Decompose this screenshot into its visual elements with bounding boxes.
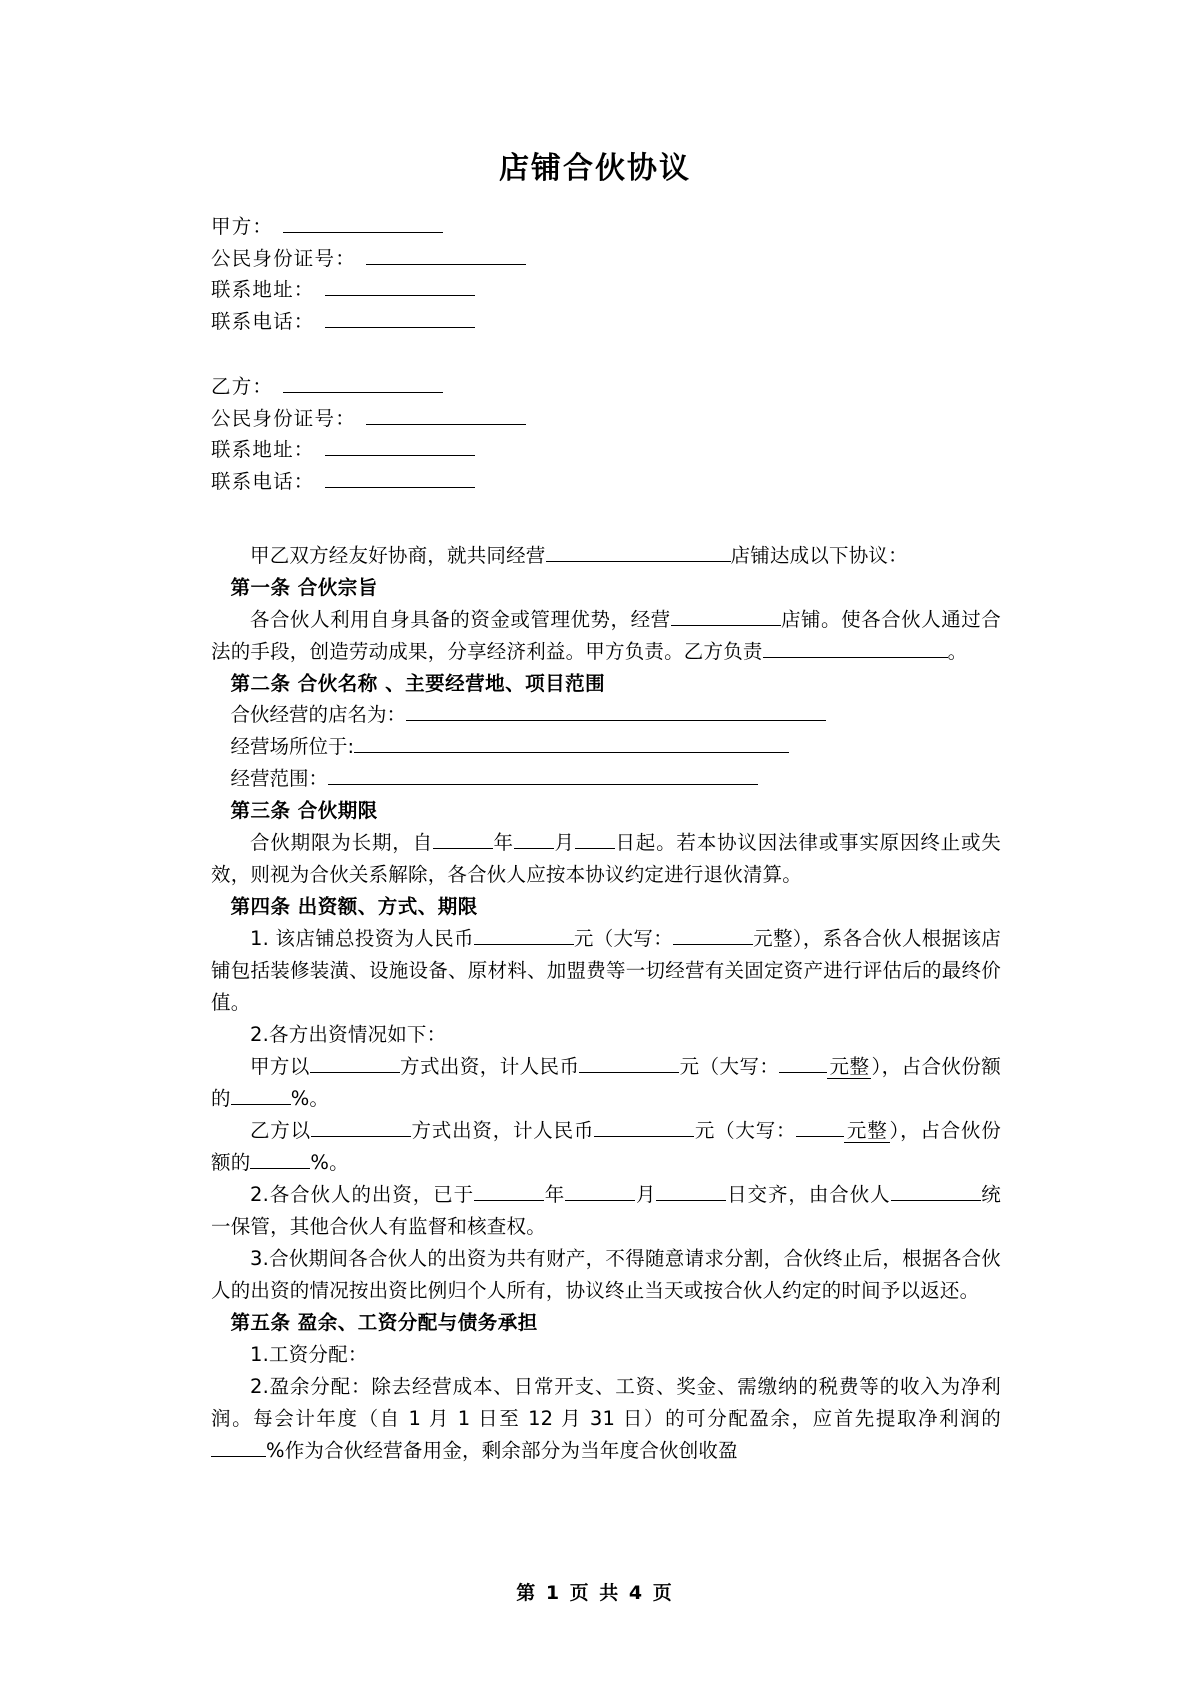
party-b-contrib-method-field[interactable]	[311, 1117, 411, 1138]
article-4-item-1-text-1: 该店铺总投资为人民币	[275, 927, 474, 951]
party-a-name-row	[211, 211, 1001, 243]
article-4-item-2b-text-5: 统一保管，其他合伙人有监督和核查权。	[211, 1183, 1001, 1238]
page-footer: 第 1 页 共 4 页	[516, 1582, 674, 1604]
party-b-contrib-text-5: ），占合伙份额的	[211, 1119, 1001, 1175]
party-b-share-percent-field[interactable]	[250, 1149, 310, 1170]
article-1-text-1: 各合伙人利用自身具备的资金或管理优势，经营	[250, 607, 671, 631]
party-a-id-field[interactable]	[366, 243, 526, 264]
party-a-share-percent-field[interactable]	[231, 1085, 291, 1106]
party-b-id-row	[211, 403, 1001, 435]
party-b-name-label: 乙方：	[211, 375, 274, 399]
article-3-body	[211, 827, 1001, 891]
article-2-heading: 第二条 合伙名称 、主要经营地、项目范围	[230, 671, 606, 695]
party-a-phone-label: 联系电话：	[211, 309, 315, 333]
article-5-heading: 第五条 盈余、工资分配与债务承担	[230, 1310, 538, 1334]
party-a-contrib-amount-field[interactable]	[579, 1053, 679, 1074]
party-a-contrib-text-6: %。	[290, 1087, 330, 1111]
article-4-item-2b-text-3: 月	[635, 1183, 657, 1206]
party-b-block	[211, 371, 1001, 497]
article-2-scope-row	[211, 763, 1001, 795]
article-4-item-2b-text-1: 各合伙人的出资，已于	[269, 1183, 475, 1206]
article-3-month-field[interactable]	[514, 829, 554, 850]
article-5-item-2-text-2: %作为合伙经营备用金，剩余部分为当年度合伙创收盈	[266, 1438, 738, 1462]
party-a-contrib-text-2: 方式出资，计人民币	[399, 1055, 580, 1079]
party-b-name-row	[211, 371, 1001, 403]
party-b-name-field[interactable]	[283, 372, 443, 393]
party-a-id-label: 公民身份证号：	[211, 246, 356, 270]
article-4-party-b-contribution	[211, 1115, 1001, 1179]
article-2-location-row	[211, 731, 1001, 763]
party-b-contrib-text-2: 方式出资，计人民币	[410, 1119, 595, 1143]
article-5-item-2-text-1: 盈余分配：除去经营成本、日常开支、工资、奖金、需缴纳的税费等的收入为净利润。每会计年度（自 1 月 1 日至 12 月 31 日）的可分配盈余，应首先提取净利润的	[211, 1374, 1001, 1430]
article-3-heading: 第三条 合伙期限	[230, 799, 378, 823]
party-a-contrib-text-1: 甲方以	[250, 1055, 310, 1079]
article-2-location-field[interactable]	[354, 732, 789, 753]
contrib-paid-year-field[interactable]	[474, 1181, 544, 1202]
article-5-item-1	[211, 1339, 1001, 1371]
article-4-item-2b-text-2: 年	[544, 1183, 566, 1206]
article-3-day-field[interactable]	[575, 829, 615, 850]
party-a-id-row	[211, 243, 1001, 275]
article-4-item-2b-num: 2.	[250, 1183, 270, 1206]
article-3-text-2: 日起。若本协议因法律或事实原因终止或失效，则视为合伙关系解除，各合伙人应按本协议约定进行退伙清算。	[211, 831, 1001, 887]
party-a-name-field[interactable]	[283, 212, 443, 233]
article-5-item-1-text: 工资分配：	[269, 1342, 368, 1366]
party-b-address-field[interactable]	[325, 435, 475, 456]
article-4-item-1	[211, 923, 1001, 1019]
article-2-location-label: 经营场所位于:	[230, 735, 355, 759]
article-4-item-2-num: 2.	[250, 1023, 270, 1047]
intro-text-2: 店铺达成以下协议：	[730, 543, 908, 567]
article-4-total-amount-field[interactable]	[474, 925, 574, 946]
article-2-scope-field[interactable]	[328, 764, 758, 785]
party-a-phone-field[interactable]	[325, 306, 475, 327]
contrib-paid-day-field[interactable]	[656, 1181, 726, 1202]
article-4-item-2b-text-4: 日交齐，由合伙人	[726, 1183, 891, 1206]
party-b-address-row	[211, 434, 1001, 466]
article-4-item-1-text-3: 元整），系各合伙人根据该店铺包括装修装潢、设施设备、原材料、加盟费等一切经营有关固定资产进行评估后的最终价值。	[211, 927, 1001, 1015]
article-4-total-amount-words-field[interactable]	[673, 925, 753, 946]
article-1-body	[211, 604, 1001, 668]
article-2-scope-label: 经营范围：	[230, 767, 329, 791]
article-1-heading: 第一条 合伙宗旨	[230, 575, 378, 599]
party-b-id-field[interactable]	[366, 403, 526, 424]
article-4-item-1-num: 1.	[250, 927, 270, 951]
party-a-contrib-text-5: ），占合伙份额的	[211, 1055, 1001, 1111]
article-5-item-2	[211, 1371, 1001, 1467]
party-b-contrib-amount-field[interactable]	[594, 1117, 694, 1138]
article-4-heading: 第四条 出资额、方式、期限	[230, 895, 478, 919]
party-b-contrib-text-3: 元（大写：	[694, 1119, 797, 1143]
article-4-item-1-text-2: 元（大写：	[573, 927, 674, 951]
party-b-id-label: 公民身份证号：	[211, 406, 356, 430]
party-a-contrib-words-unit: 元整	[829, 1055, 870, 1079]
article-4-item-2	[211, 1019, 1001, 1051]
article-2-shop-name-field[interactable]	[406, 700, 826, 721]
article-1-text-4: 。	[947, 639, 968, 663]
article-4-item-2b	[211, 1179, 1001, 1243]
article-5-item-1-num: 1.	[250, 1342, 270, 1366]
document-body	[189, 211, 1001, 1467]
article-4-party-a-contribution	[211, 1051, 1001, 1115]
article-2-shop-name-row	[211, 699, 1001, 731]
party-a-address-label: 联系地址：	[211, 278, 315, 302]
party-b-contrib-text-6: %。	[310, 1151, 349, 1175]
article-1-text-2: 店铺。使各合伙人通过合法的手段，创造劳动成果，分享经济利益。甲方负责	[211, 607, 1001, 663]
article-4-item-2-text: 各方出资情况如下：	[269, 1023, 447, 1047]
article-4-item-3-num: 3.	[250, 1246, 270, 1270]
article-1-text-3: 。乙方负责	[664, 639, 763, 663]
party-a-contrib-method-field[interactable]	[310, 1053, 400, 1074]
contrib-paid-month-field[interactable]	[565, 1181, 635, 1202]
custodian-partner-field[interactable]	[891, 1181, 981, 1202]
party-b-address-label: 联系地址：	[211, 438, 315, 462]
party-a-contrib-words-field[interactable]	[779, 1053, 827, 1074]
party-b-contrib-words-unit: 元整	[846, 1119, 888, 1143]
party-a-contrib-text-3: 元（大写：	[679, 1055, 780, 1079]
article-4-item-3	[211, 1243, 1001, 1307]
article-1-party-b-duty-field[interactable]	[763, 637, 948, 658]
article-5-item-2-num: 2.	[250, 1374, 270, 1398]
party-a-phone-row	[211, 306, 1001, 338]
reserve-fund-percent-field[interactable]	[211, 1436, 266, 1457]
article-2-shop-name-label: 合伙经营的店名为：	[230, 703, 407, 727]
party-a-address-field[interactable]	[325, 275, 475, 296]
intro-text-1: 甲乙双方经友好协商，就共同经营	[250, 543, 546, 567]
party-b-contrib-words-field[interactable]	[796, 1117, 844, 1138]
party-b-contrib-text-1: 乙方以	[250, 1119, 311, 1143]
party-a-name-label: 甲方：	[211, 215, 274, 238]
party-b-phone-row	[211, 466, 1001, 498]
party-separator	[211, 337, 1001, 371]
article-4-item-3-text: 合伙期间各合伙人的出资为共有财产，不得随意请求分割，合伙终止后，根据各合伙人的出资的情况按出资比例归个人所有，协议终止当天或按合伙人约定的时间予以返还。	[211, 1246, 1001, 1302]
intro-paragraph	[211, 540, 1001, 572]
article-3-year-label: 年	[492, 831, 514, 855]
article-3-year-field[interactable]	[433, 829, 493, 850]
article-3-text-1: 合伙期限为长期，自	[250, 831, 433, 855]
article-1-shop-field[interactable]	[671, 605, 781, 626]
intro-section	[211, 540, 1001, 572]
party-a-address-row	[211, 274, 1001, 306]
page-title: 店铺合伙协议	[499, 151, 691, 186]
party-b-phone-label: 联系电话：	[211, 470, 315, 494]
article-3-month-label: 月	[553, 831, 575, 855]
party-b-phone-field[interactable]	[325, 467, 475, 488]
intro-shop-field[interactable]	[546, 541, 731, 562]
party-a-block	[211, 211, 1001, 337]
